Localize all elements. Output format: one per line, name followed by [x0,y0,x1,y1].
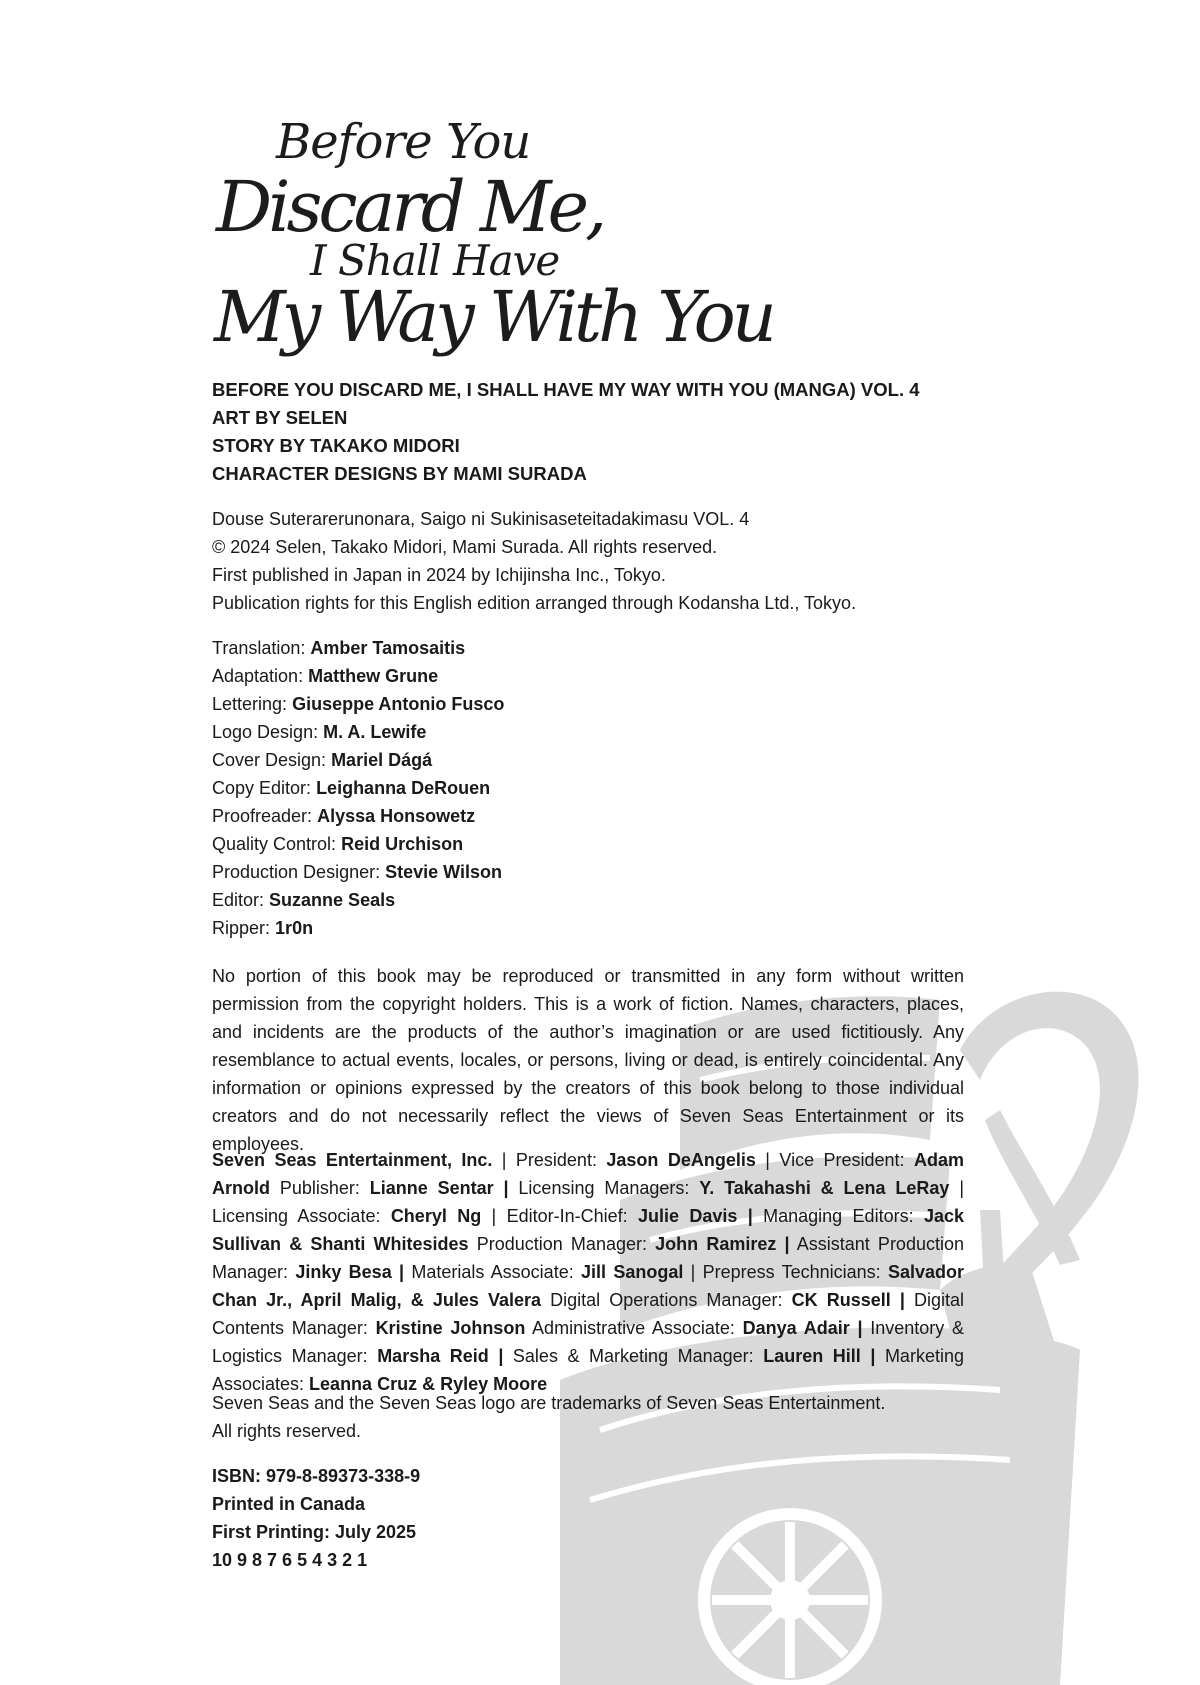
rights-block [212,505,992,617]
staff-role: Digital Operations Manager: [541,1290,792,1310]
credit-row [212,858,992,886]
logo-line-1: Before You [276,114,531,170]
copyright-line: © 2024 Selen, Takako Midori, Mami Surada. All rights reserved. [212,537,718,557]
first-published-line: First published in Japan in 2024 by Ichijinsha Inc., Tokyo. [212,565,666,585]
logo-line-3: I Shall Have [310,236,560,285]
staff-role: Assistant Production Manager: [212,1234,964,1282]
publication-rights-line: Publication rights for this English edition arranged through Kodansha Ltd., Tokyo. [212,593,857,613]
credit-role: Editor: [212,890,265,910]
credit-role: Logo Design: [212,722,319,742]
logo-line-2: Discard Me, [216,166,604,248]
staff-role: Sales & Marketing Manager: [503,1346,764,1366]
staff-role: | President: [492,1150,607,1170]
credit-row [212,746,992,774]
credit-role: Production Designer: [212,862,381,882]
company-staff-paragraph [212,1146,964,1398]
credit-row [212,634,992,662]
story-credit-line: STORY BY TAKAKO MIDORI [212,435,460,456]
staff-name: Y. Takahashi & Lena LeRay [699,1178,950,1198]
staff-role: Licensing Managers: [508,1178,700,1198]
credit-row [212,690,992,718]
original-title-line: Douse Suterarerunonara, Saigo ni Sukinisaseteitadakimasu VOL. 4 [212,509,750,529]
art-credit-line: ART BY SELEN [212,407,348,428]
credit-name: Amber Tamosaitis [310,638,466,658]
credit-role: Ripper: [212,918,271,938]
staff-role: | Prepress Technicians: [683,1262,888,1282]
staff-name: Marsha Reid | [377,1346,504,1366]
credit-name: M. A. Lewife [323,722,427,742]
credit-name: Leighanna DeRouen [316,778,491,798]
title-line: BEFORE YOU DISCARD ME, I SHALL HAVE MY WAY WITH YOU (MANGA) VOL. 4 [212,379,920,400]
credit-name: Giuseppe Antonio Fusco [292,694,505,714]
credit-row [212,886,992,914]
staff-role: | Vice President: [755,1150,914,1170]
credit-row [212,718,992,746]
staff-role: | Licensing Associate: [212,1178,964,1226]
first-printing-line: First Printing: July 2025 [212,1522,417,1542]
credit-row [212,774,992,802]
staff-name: Jason DeAngelis [606,1150,756,1170]
credit-name: 1r0n [275,918,314,938]
credit-row [212,830,992,858]
staff-name: Danya Adair | [742,1318,863,1338]
credit-row [212,662,992,690]
staff-role: Production Manager: [468,1234,656,1254]
trademark-line: Seven Seas and the Seven Seas logo are trademarks of Seven Seas Entertainment. [212,1393,886,1413]
staff-name: Adam Arnold [212,1150,964,1198]
character-design-credit-line: CHARACTER DESIGNS BY MAMI SURADA [212,463,587,484]
staff-name: Lauren Hill | [763,1346,876,1366]
printed-in-line: Printed in Canada [212,1494,366,1514]
staff-name: Leanna Cruz & Ryley Moore [309,1374,548,1394]
staff-role: Marketing Associates: [212,1346,964,1394]
credit-name: Stevie Wilson [385,862,502,882]
legal-notice-paragraph: No portion of this book may be reproduced or transmitted in any form without written permission from the copyright holders. This is a work of fiction. Names, characters, places, and incidents are the products of the author’s imagination or are used fictitiously. Any resemblance to actual events, locales, or persons, living or dead, is entirely coincidental. Any information or opinions expressed by the creators of this book belong to those individual creators and do not necessarily reflect the views of Seven Seas Entertainment or its employees. [212,966,964,1154]
credit-row [212,914,992,942]
staff-name: CK Russell | [791,1290,905,1310]
credit-role: Adaptation: [212,666,304,686]
staff-name: Jack Sullivan & Shanti Whitesides [212,1206,964,1254]
printing-number-line: 10 9 8 7 6 5 4 3 2 1 [212,1550,368,1570]
staff-name: Jill Sanogal [581,1262,684,1282]
credit-name: Reid Urchison [341,834,464,854]
staff-role: Managing Editors: [752,1206,924,1226]
staff-role: | Editor-In-Chief: [481,1206,638,1226]
trademark-block [212,1389,992,1445]
logo-line-4: My Way With You [214,276,773,358]
staff-credits-list [212,634,992,942]
credit-role: Lettering: [212,694,288,714]
staff-name: Cheryl Ng [390,1206,482,1226]
credit-role: Quality Control: [212,834,337,854]
staff-name: Lianne Sentar | [369,1178,509,1198]
credit-row [212,802,992,830]
isbn-line: ISBN: 979-8-89373-338-9 [212,1466,421,1486]
staff-role: Administrative Associate: [525,1318,743,1338]
credit-role: Cover Design: [212,750,327,770]
credit-name: Alyssa Honsowetz [317,806,476,826]
staff-name: Salvador Chan Jr., April Malig, & Jules Valera [212,1262,965,1310]
staff-name: John Ramirez | [655,1234,790,1254]
staff-role: Materials Associate: [404,1262,582,1282]
staff-role: Digital Contents Manager: [212,1290,964,1338]
staff-name: Seven Seas Entertainment, Inc. [212,1150,493,1170]
staff-role: Inventory & Logistics Manager: [212,1318,964,1366]
isbn-block [212,1462,992,1574]
credit-name: Matthew Grune [308,666,439,686]
staff-name: Kristine Johnson [375,1318,526,1338]
credit-role: Proofreader: [212,806,313,826]
staff-name: Jinky Besa | [295,1262,405,1282]
book-title-logo [212,112,773,358]
all-rights-reserved-line: All rights reserved. [212,1421,362,1441]
credit-role: Copy Editor: [212,778,312,798]
credit-role: Translation: [212,638,306,658]
credit-name: Suzanne Seals [269,890,396,910]
credit-name: Mariel Dágá [331,750,433,770]
title-block [212,376,992,488]
staff-name: Julie Davis | [637,1206,753,1226]
staff-role: Publisher: [270,1178,370,1198]
